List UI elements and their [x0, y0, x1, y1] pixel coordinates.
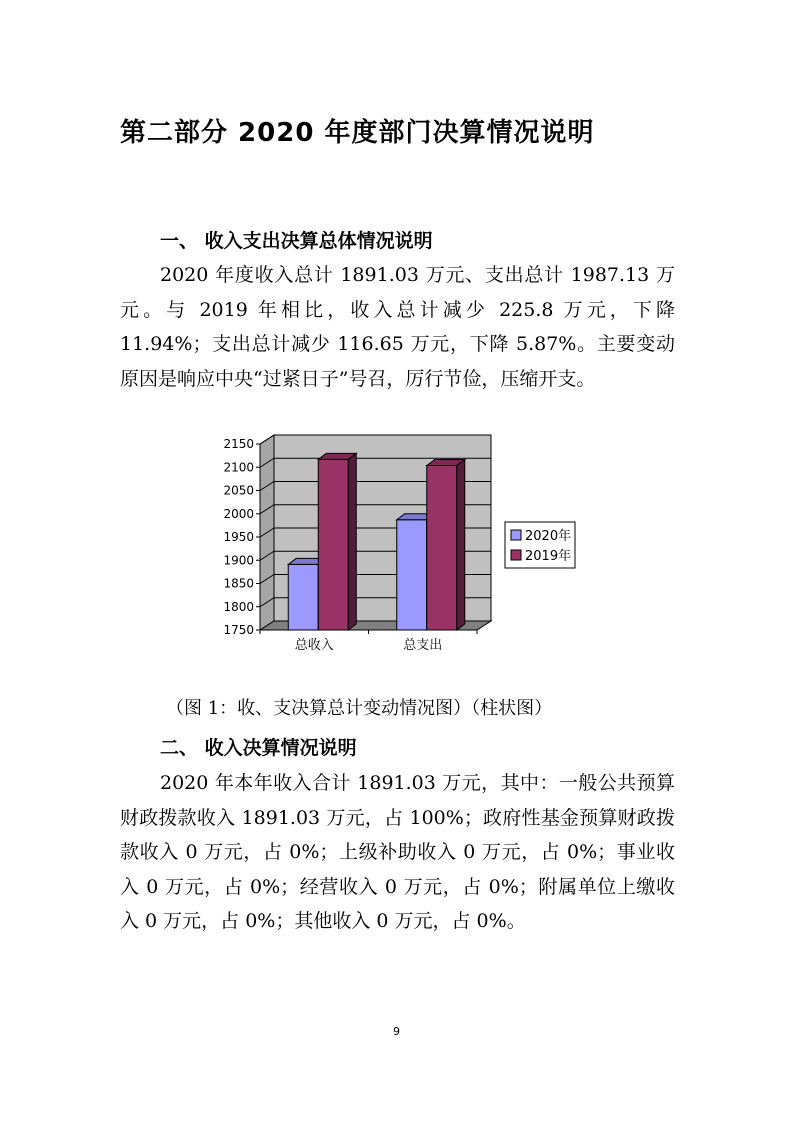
y-tick-label: 2100	[223, 460, 254, 475]
legend-swatch	[511, 530, 521, 540]
y-tick-label: 1800	[223, 599, 254, 614]
section1-paragraph: 2020 年度收入总计 1891.03 万元、支出总计 1987.13 万元。与 2019 年相比，收入总计减少 225.8 万元，下降 11.94%；支出总计减少 116.65 万元，下降 5.87%。主要变动原因是响应中央“过紧日子”号召，厉行节俭，压缩开支。	[120, 264, 675, 390]
page-title: 第二部分 2020 年度部门决算情况说明	[120, 118, 595, 148]
section2-heading: 二、 收入决算情况说明	[160, 737, 357, 759]
bar-chart	[215, 432, 595, 658]
section2-paragraph: 2020 年本年收入合计 1891.03 万元，其中：一般公共预算财政拨款收入 1891.03 万元，占 100%；政府性基金预算财政拨款收入 0 万元，占 0%；上级补助收入 0 万元，占 0%；事业收入 0 万元，占 0%；经营收入 0 万元，占 0%；附属单位上缴收入 0 万元，占 0%；其他收入 0 万元，占 0%。	[120, 772, 675, 932]
bar-front	[427, 465, 457, 630]
y-tick-label: 2050	[223, 483, 254, 498]
legend-label: 2019年	[525, 549, 572, 564]
chart-y-ticks	[223, 437, 260, 637]
bar-side	[457, 459, 465, 630]
bar	[427, 459, 465, 630]
legend-label: 2020年	[525, 529, 572, 544]
chart-x-ticks	[260, 630, 477, 653]
chart-caption: （图 1：收、支决算总计变动情况图）（柱状图）	[166, 698, 553, 719]
chart-legend	[505, 522, 575, 568]
section1-heading: 一、 收入支出决算总体情况说明	[160, 230, 433, 252]
x-tick-label: 总收入	[294, 638, 334, 653]
bar-front	[288, 564, 318, 630]
y-tick-label: 1900	[223, 553, 254, 568]
y-tick-label: 1750	[223, 623, 254, 637]
x-tick-label: 总支出	[403, 638, 443, 653]
bar	[318, 453, 356, 630]
legend-swatch	[511, 550, 521, 560]
y-tick-label: 1850	[223, 576, 254, 591]
y-tick-label: 2150	[223, 437, 254, 451]
bar-side	[348, 453, 356, 630]
y-tick-label: 2000	[223, 506, 254, 521]
page-number: 9	[393, 1025, 400, 1038]
bar-front	[397, 520, 427, 630]
y-tick-label: 1950	[223, 530, 254, 544]
bar-front	[318, 459, 348, 630]
